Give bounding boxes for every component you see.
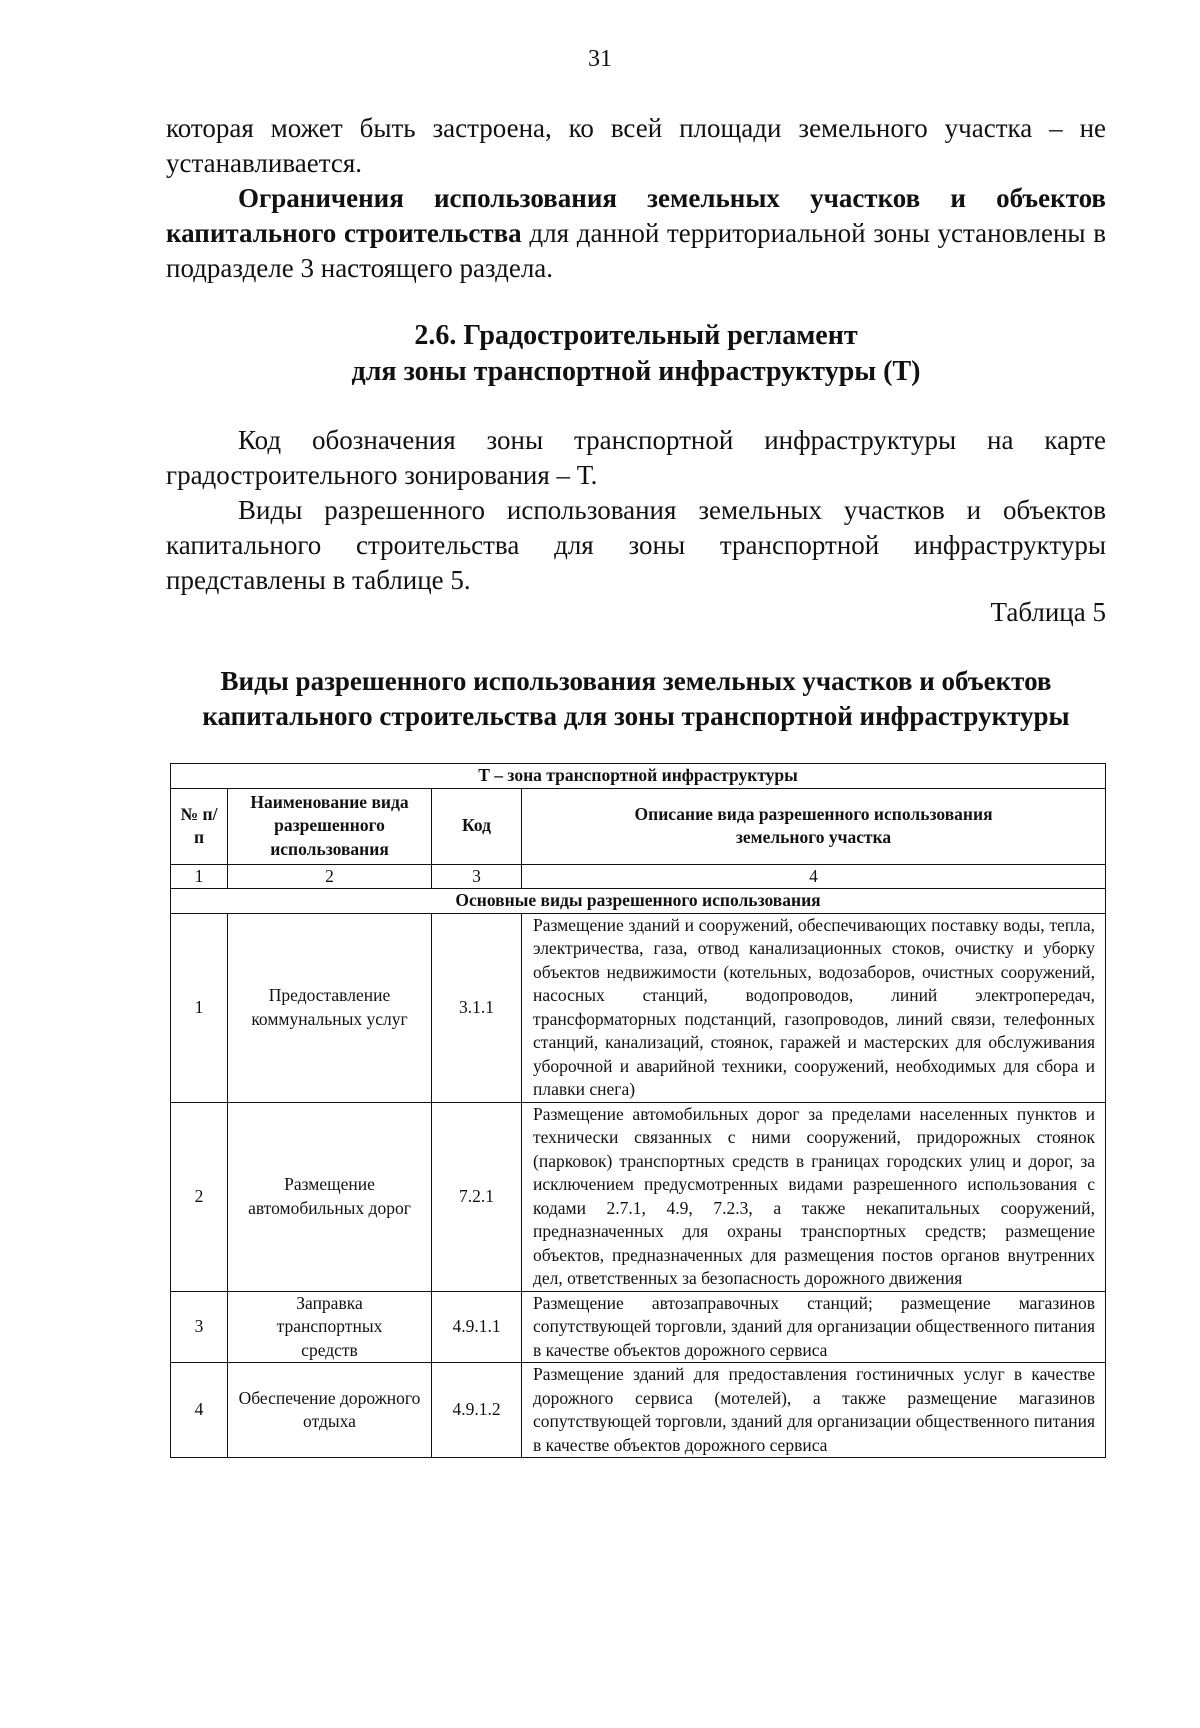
section-text — [166, 423, 1106, 598]
row-name: Заправка транспортных средств — [228, 1291, 432, 1363]
row-name: Предоставление коммунальных услуг — [228, 913, 432, 1102]
row-num: 3 — [171, 1291, 228, 1363]
col-number-2: 2 — [228, 864, 432, 889]
page-number: 31 — [588, 46, 612, 72]
row-desc: Размещение зданий и сооружений, обеспечивающих поставку воды, тепла, электричества, газа, отвод канализационных стоков, очистку и уборку объектов недвижимости (котельных, водозаборов, очистных сооружений, насосных станций, водопроводов, линий электропередач, трансформаторных подстанций, газопроводов, линий связи, телефонных станций, канализаций, стоянок, гаражей и мастерских для обслуживания уборочной и аварийной техники, сооружений, необходимых для сбора и плавки снега) — [522, 913, 1106, 1102]
col-number-3: 3 — [432, 864, 522, 889]
row-code: 4.9.1.1 — [432, 1291, 522, 1363]
subheader-main-uses: Основные виды разрешенного использования — [171, 889, 1106, 914]
intro-paragraph-2 — [166, 181, 1106, 286]
col-number-4: 4 — [522, 864, 1106, 889]
row-code: 4.9.1.2 — [432, 1363, 522, 1458]
table-row — [171, 1363, 1106, 1458]
row-num: 2 — [171, 1102, 228, 1291]
col-number-1: 1 — [171, 864, 228, 889]
section-paragraph-2: Виды разрешенного использования земельных участков и объектов капитального строительства для зоны транспортной инфраструктуры представлены в таблице 5. — [166, 495, 1106, 595]
header-name: Наименование вида разрешенного использования — [228, 788, 432, 864]
table-label: Таблица 5 — [990, 597, 1106, 627]
intro-text — [166, 111, 1106, 286]
section-heading — [166, 318, 1106, 390]
row-name: Размещение автомобильных дорог — [228, 1102, 432, 1291]
row-name: Обеспечение дорожного отдыха — [228, 1363, 432, 1458]
intro-paragraph-1: которая может быть застроена, ко всей площади земельного участка – не устанавливается. — [166, 113, 1106, 178]
intro-paragraph-2-rest: для данной территориальной зоны установлены в подразделе 3 настоящего раздела. — [166, 218, 1106, 283]
table-title-line-2: капитального строительства для зоны транспортной инфраструктуры — [202, 701, 1070, 731]
section-paragraph-1: Код обозначения зоны транспортной инфраструктуры на карте градостроительного зонирования – Т. — [166, 425, 1106, 490]
row-code: 7.2.1 — [432, 1102, 522, 1291]
header-code: Код — [432, 788, 522, 864]
table-row — [171, 913, 1106, 1102]
row-desc: Размещение автозаправочных станций; размещение магазинов сопутствующей торговли, зданий для организации общественного питания в качестве объектов дорожного сервиса — [522, 1291, 1106, 1363]
section-heading-line-1: 2.6. Градостроительный регламент — [414, 320, 858, 351]
section-heading-line-2: для зоны транспортной инфраструктуры (Т) — [351, 356, 921, 387]
row-code: 3.1.1 — [432, 913, 522, 1102]
intro-paragraph-2-bold: Ограничения использования земельных участков и объектов капитального строительства — [166, 183, 1106, 248]
table-row — [171, 1102, 1106, 1291]
header-num: № п/п — [171, 788, 228, 864]
row-desc: Размещение автомобильных дорог за пределами населенных пунктов и технически связанных с ними сооружений, придорожных стоянок (парковок) транспортных средств в границах городских улиц и дорог, за исключением предусмотренных видами разрешенного использования с кодами 2.7.1, 4.9, 7.2.3, а также некапитальных сооружений, предназначенных для охраны транспортных средств; размещение объектов, предназначенных для размещения постов органов внутренних дел, ответственных за безопасность дорожного движения — [522, 1102, 1106, 1291]
header-desc: Описание вида разрешенного использования земельного участка — [522, 788, 1106, 864]
row-num: 1 — [171, 913, 228, 1102]
row-desc: Размещение зданий для предоставления гостиничных услуг в качестве дорожного сервиса (мотелей), а также размещение магазинов сопутствующей торговли, зданий для организации общественного питания в качестве объектов дорожного сервиса — [522, 1363, 1106, 1458]
row-num: 4 — [171, 1363, 228, 1458]
permitted-use-table — [170, 763, 1106, 1458]
zone-header: Т – зона транспортной инфраструктуры — [171, 764, 1106, 789]
table-row — [171, 1291, 1106, 1363]
table-title-line-1: Виды разрешенного использования земельных участков и объектов — [220, 666, 1052, 696]
table-title — [166, 664, 1106, 734]
